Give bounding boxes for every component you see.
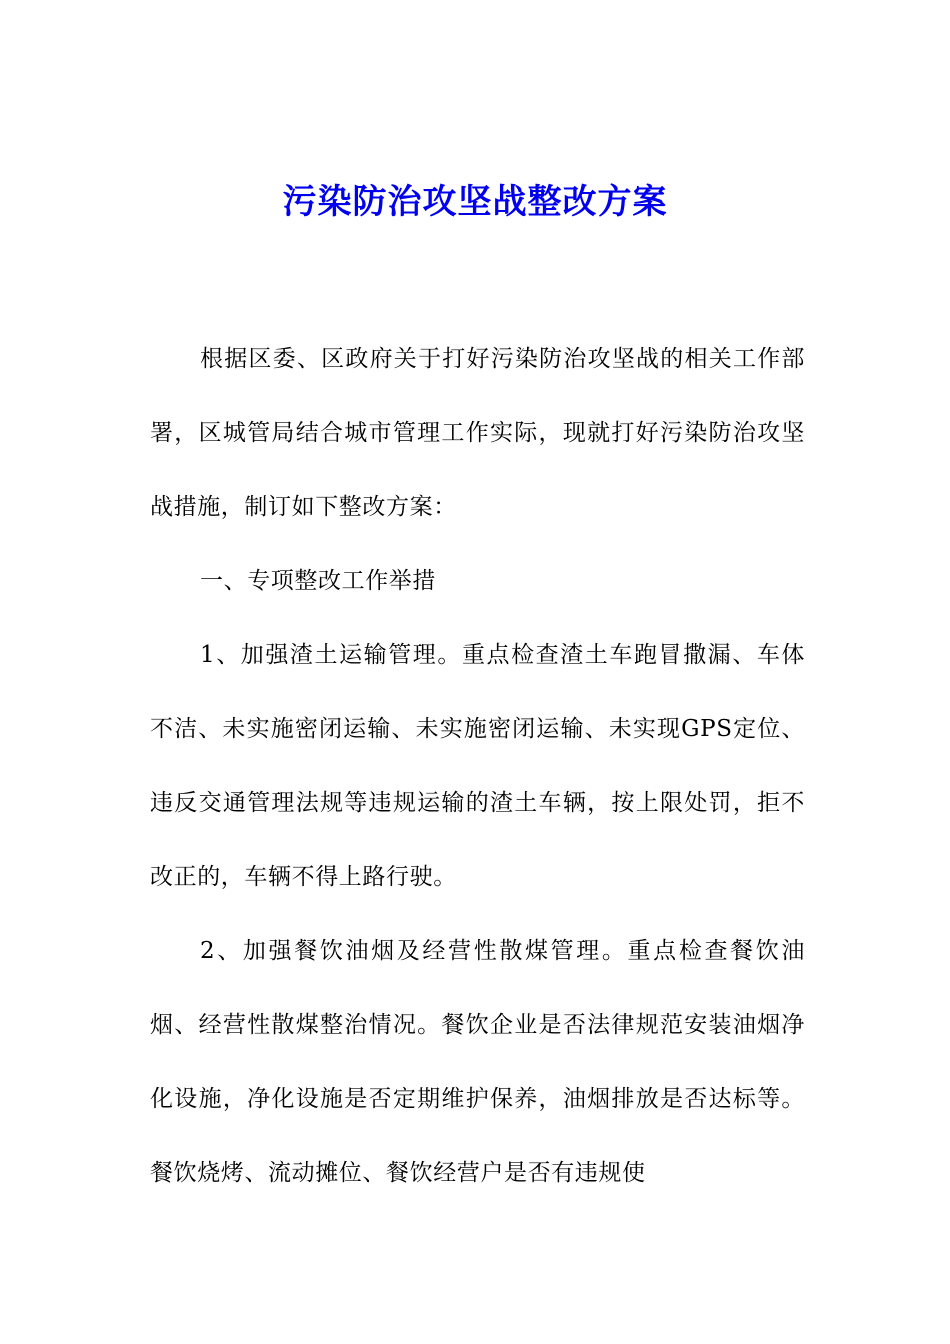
paragraph-item-2: 2、加强餐饮油烟及经营性散煤管理。重点检查餐饮油烟、经营性散煤整治情况。餐饮企业是否法律规范安装油烟净化设施，净化设施是否定期维护保养，油烟排放是否达标等。餐饮烧烤、流动摊位、餐饮经营户是否有违规使: [150, 938, 805, 1186]
document-title: 污染防治攻坚战整改方案: [282, 182, 668, 222]
document-body: [150, 322, 805, 1210]
paragraph-item-1: 1、加强渣土运输管理。重点检查渣土车跑冒撒漏、车体不洁、未实施密闭运输、未实施密闭运输、未实现GPS定位、违反交通管理法规等违规运输的渣土车辆，按上限处罚，拒不改正的，车辆不得上路行驶。: [150, 642, 805, 890]
section-heading: 一、专项整改工作举措: [200, 568, 436, 594]
paragraph-intro: 根据区委、区政府关于打好污染防治攻坚战的相关工作部署，区城管局结合城市管理工作实际，现就打好污染防治攻坚战措施，制订如下整改方案：: [150, 346, 805, 520]
